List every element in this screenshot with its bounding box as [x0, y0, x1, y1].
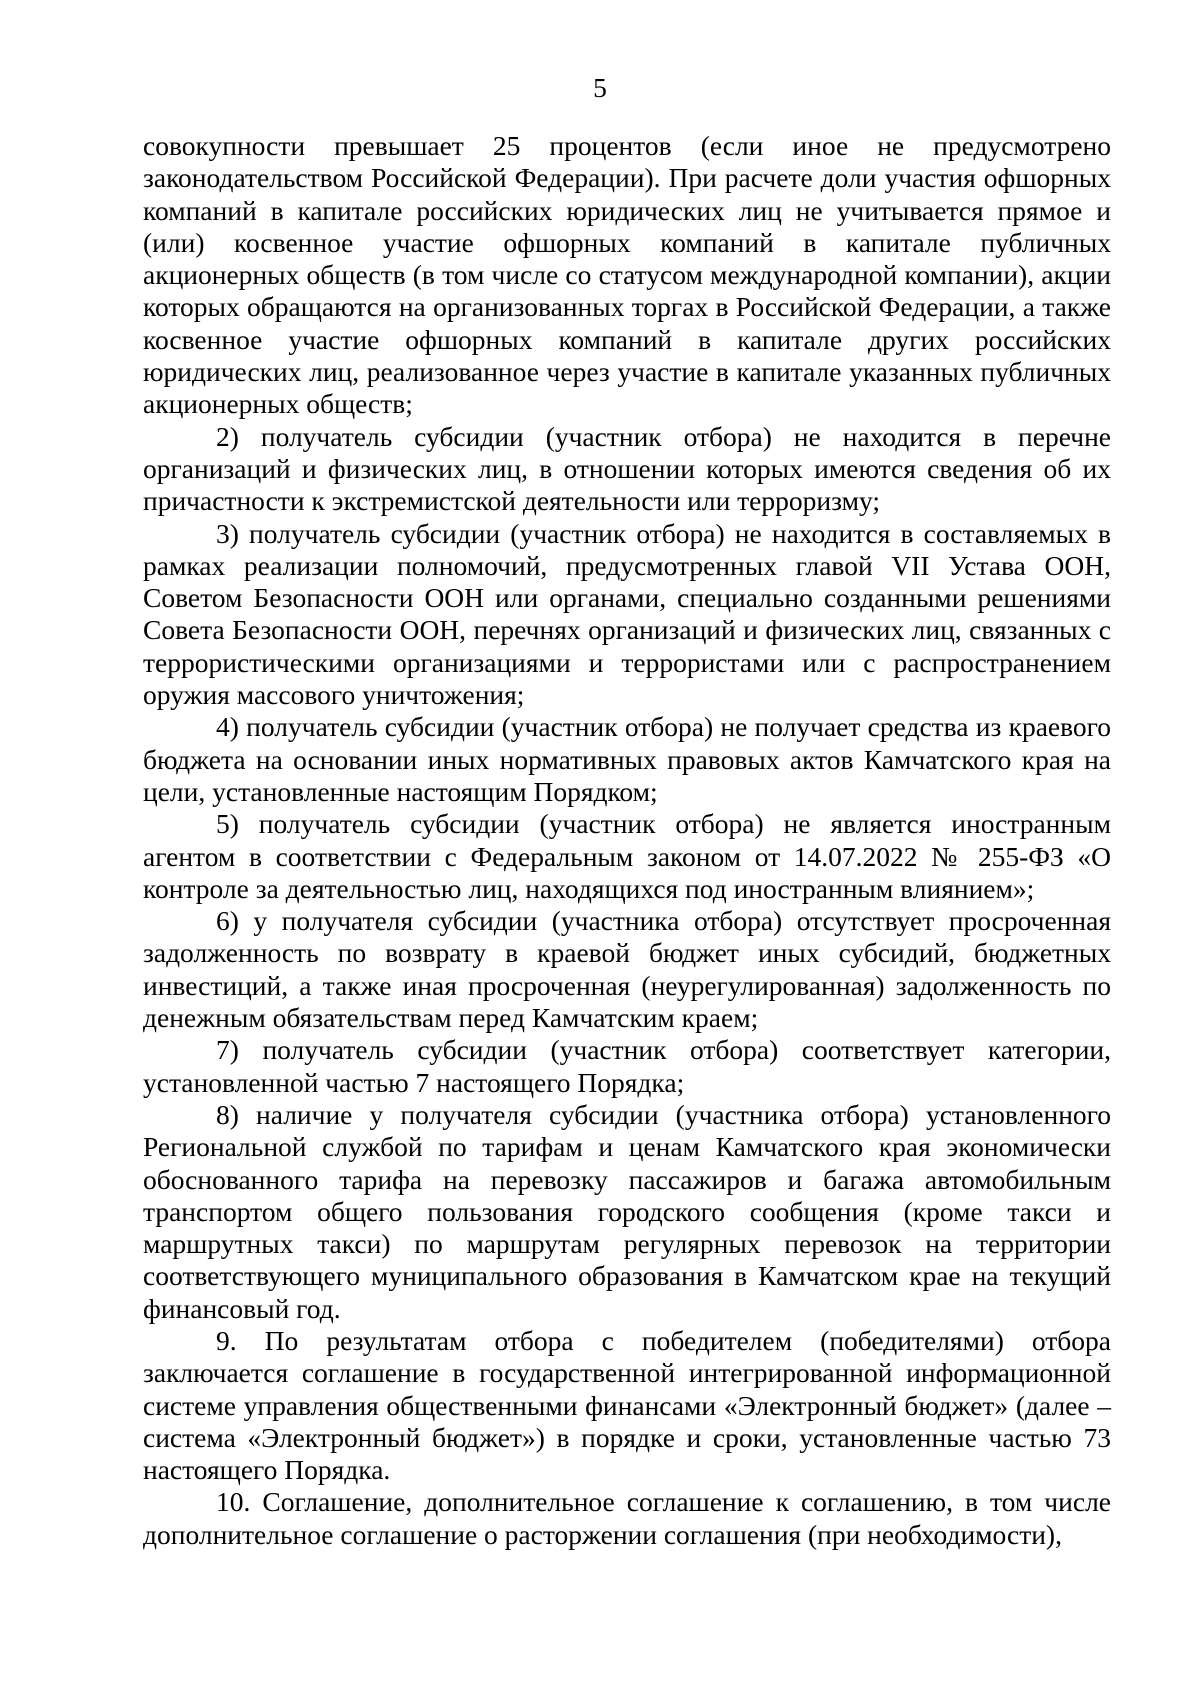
paragraph-section-9: 9. По результатам отбора с победителем (победителями) отбора заключается соглашение в государственной интегрированной информационной системе управления общественными финансами «Электронный бюджет» (далее – система «Электронный бюджет») в порядке и сроки, установленные частью 73 настоящего Порядка.	[143, 1324, 1111, 1486]
paragraph-item-3: 3) получатель субсидии (участник отбора) не находится в составляемых в рамках реализации полномочий, предусмотренных главой VII Устава ООН, Советом Безопасности ООН или органами, специально созданными решениями Совета Безопасности ООН, перечнях организаций и физических лиц, связанных с террористическими организациями и террористами или с распространением оружия массового уничтожения;	[143, 517, 1111, 711]
paragraph-section-10: 10. Соглашение, дополнительное соглашение к соглашению, в том числе дополнительное соглашение о расторжении соглашения (при необходимости),	[143, 1486, 1111, 1550]
paragraph-item-5: 5) получатель субсидии (участник отбора) не является иностранным агентом в соответствии с Федеральным законом от 14.07.2022 № 255-ФЗ «О контроле за деятельностью лиц, находящихся под иностранным влиянием»;	[143, 808, 1111, 904]
paragraph-item-8: 8) наличие у получателя субсидии (участника отбора) установленного Региональной службой по тарифам и ценам Камчатского края экономически обоснованного тарифа на перевозку пассажиров и багажа автомобильным транспортом общего пользования городского сообщения (кроме такси и маршрутных такси) по маршрутам регулярных перевозок на территории соответствующего муниципального образования в Камчатском крае на текущий финансовый год.	[143, 1098, 1111, 1324]
paragraph-item-6: 6) у получателя субсидии (участника отбора) отсутствует просроченная задолженность по возврату в краевой бюджет иных субсидий, бюджетных инвестиций, а также иная просроченная (неурегулированная) задолженность по денежным обязательствам перед Камчатским краем;	[143, 905, 1111, 1034]
page-number: 5	[593, 72, 607, 103]
paragraph-item-4: 4) получатель субсидии (участник отбора) не получает средства из краевого бюджета на основании иных нормативных правовых актов Камчатского края на цели, установленные настоящим Порядком;	[143, 711, 1111, 807]
paragraph-item-7: 7) получатель субсидии (участник отбора) соответствует категории, установленной частью 7 настоящего Порядка;	[143, 1034, 1111, 1098]
document-body	[143, 130, 1111, 1551]
paragraph-offshore-continuation: совокупности превышает 25 процентов (если иное не предусмотрено законодательством Российской Федерации). При расчете доли участия офшорных компаний в капитале российских юридических лиц не учитывается прямое и (или) косвенное участие офшорных компаний в капитале публичных акционерных обществ (в том числе со статусом международной компании), акции которых обращаются на организованных торгах в Российской Федерации, а также косвенное участие офшорных компаний в капитале других российских юридических лиц, реализованное через участие в капитале указанных публичных акционерных обществ;	[143, 130, 1111, 420]
paragraph-item-2: 2) получатель субсидии (участник отбора) не находится в перечне организаций и физических лиц, в отношении которых имеются сведения об их причастности к экстремистской деятельности или терроризму;	[143, 420, 1111, 517]
